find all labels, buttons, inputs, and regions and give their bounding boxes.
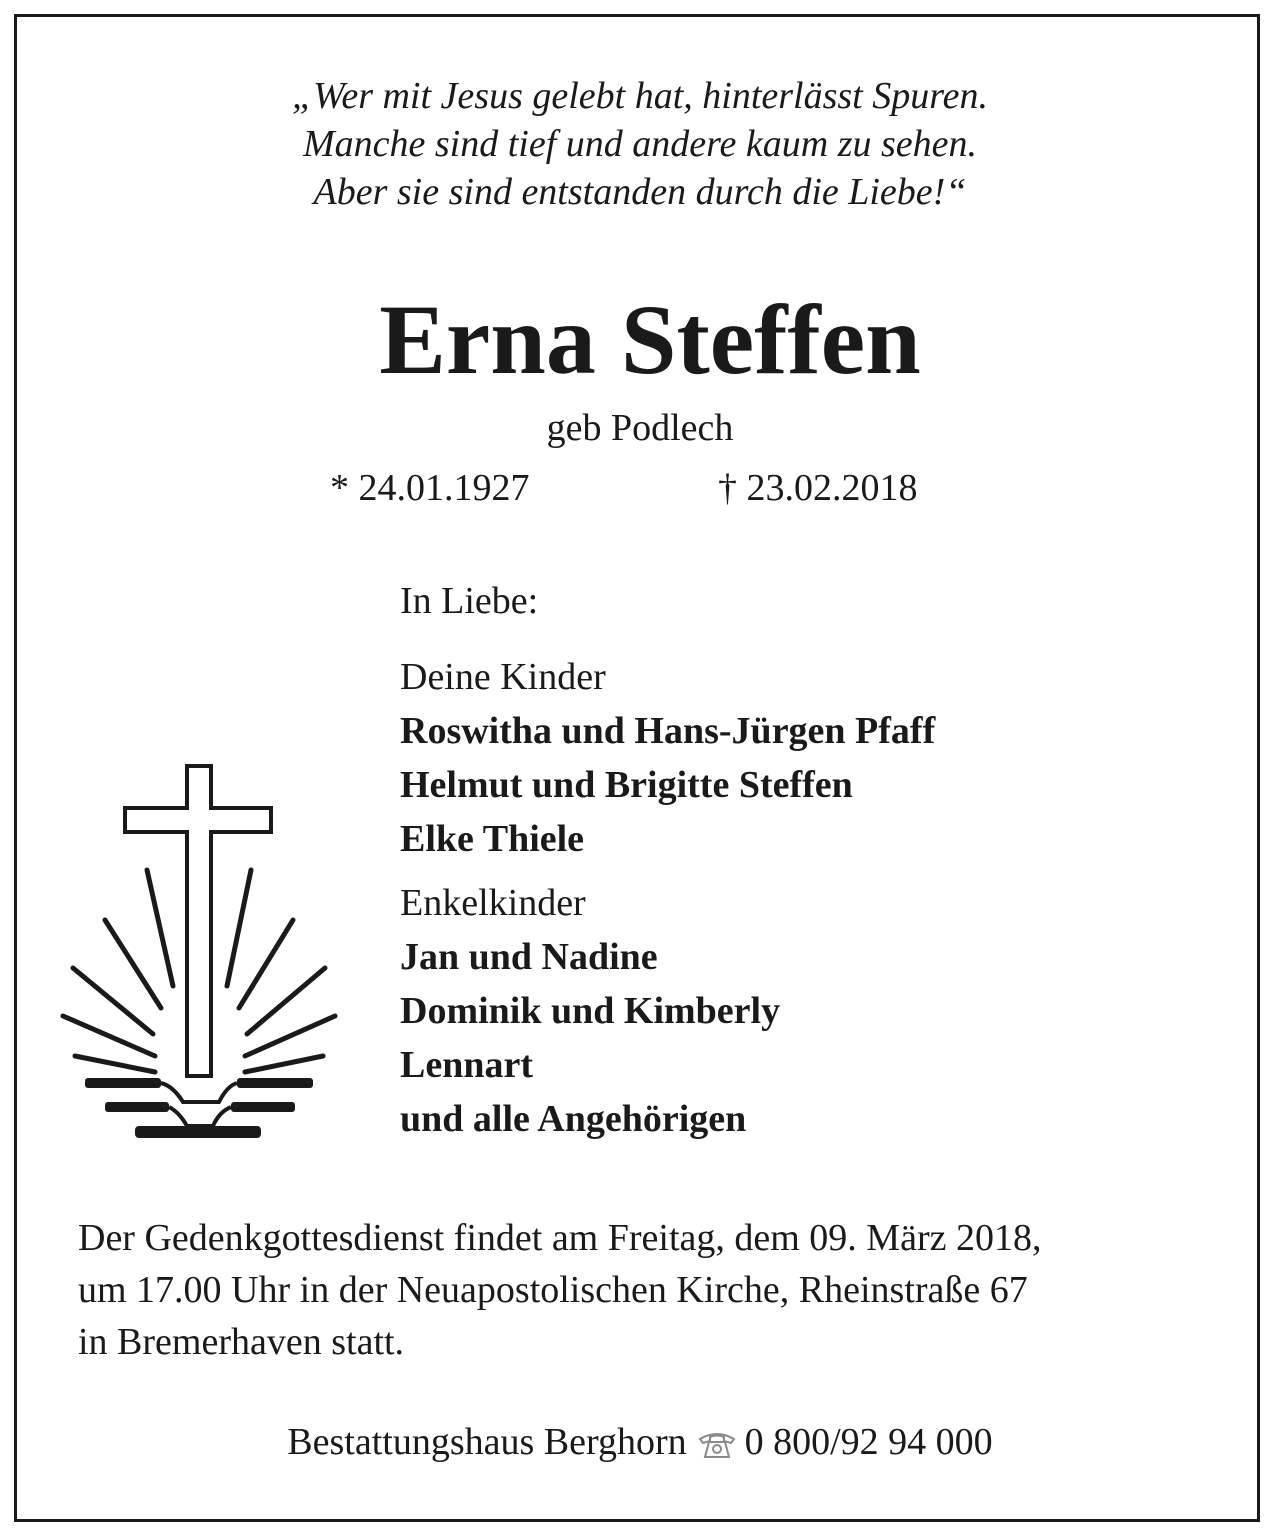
quote-line: Manche sind tief und andere kaum zu sehen. [303, 123, 977, 165]
child-name: Elke Thiele [400, 818, 585, 860]
quote-line: Aber sie sind entstanden durch die Liebe!“ [313, 171, 967, 213]
quote-line: „Wer mit Jesus gelebt hat, hinterlässt Spuren. [292, 75, 988, 117]
quote-block [0, 72, 1280, 216]
birth-date: * 24.01.1927 [330, 467, 530, 509]
grandchild-name: Dominik und Kimberly [400, 990, 781, 1032]
child-name: Roswitha und Hans-Jürgen Pfaff [400, 710, 936, 752]
relatives-line: und alle Angehörigen [400, 1098, 747, 1140]
service-line: um 17.00 Uhr in der Neuapostolischen Kirche, Rheinstraße 67 [78, 1269, 1028, 1311]
grandchild-name: Jan und Nadine [400, 936, 658, 978]
funeral-home-footer [0, 1418, 1280, 1466]
child-name: Helmut und Brigitte Steffen [400, 764, 853, 806]
intro-text: In Liebe: [400, 580, 539, 622]
deceased-name: Erna Steffen [379, 284, 921, 395]
children-label: Deine Kinder [400, 656, 606, 698]
death-date: † 23.02.2018 [718, 467, 918, 509]
grandchildren-label: Enkelkinder [400, 882, 586, 924]
family-list [400, 574, 935, 1146]
service-line: in Bremerhaven statt. [78, 1321, 405, 1363]
maiden-name: geb Podlech [546, 407, 734, 449]
cross-emblem-icon [55, 758, 345, 1148]
phone-number: 0 800/92 94 000 [744, 1421, 993, 1463]
telephone-icon [697, 1428, 737, 1460]
service-notice [78, 1212, 1218, 1368]
grandchild-name: Lennart [400, 1044, 533, 1086]
service-line: Der Gedenkgottesdienst findet am Freitag, dem 09. März 2018, [78, 1217, 1042, 1259]
funeral-home-name: Bestattungshaus Berghorn [287, 1421, 687, 1463]
